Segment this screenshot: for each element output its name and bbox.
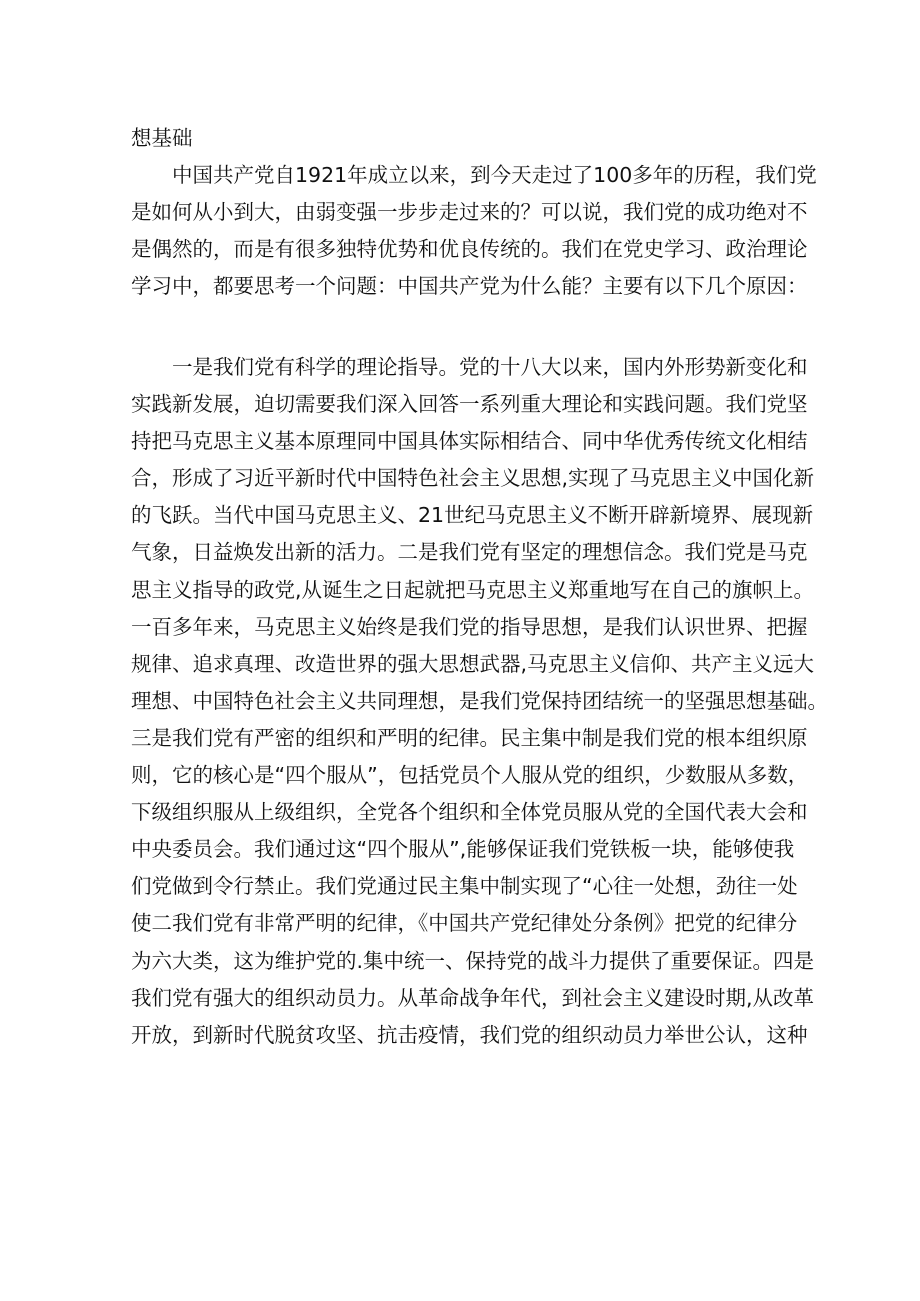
text-line: 持把马克思主义基本原理同中国具体实际相结合、同中华优秀传统文化相结 — [131, 429, 808, 454]
text-line: 一是我们党有科学的理论指导。党的十八大以来，国内外形势新变化和 — [172, 355, 808, 379]
text-line: 想基础 — [131, 126, 193, 150]
text-line — [131, 1128, 795, 1165]
text-line: 中央委员会。我们通过这“四个服从”,能够保证我们党铁板一块，能够使我 — [131, 837, 795, 862]
text-line: 合，形成了习近平新时代中国特色社会主义思想,实现了马克思主义中国化新 — [131, 466, 815, 491]
text-line: 规律、追求真理、改造世界的强大思想武器,马克思主义信仰、共产主义远大 — [131, 651, 815, 676]
text-line: 三是我们党有严密的组织和严明的纪律。民主集中制是我们党的根本组织原 — [131, 725, 808, 750]
text-line: 理想、中国特色社会主义共同理想，是我们党保持团结统一的坚强思想基础。 — [131, 688, 828, 713]
text-line — [131, 1054, 795, 1091]
text-line: 一百多年来，马克思主义始终是我们党的指导思想，是我们认识世界、把握 — [131, 614, 808, 639]
paragraph-intro — [131, 157, 817, 305]
text-line: 是偶然的，而是有很多独特优势和优良传统的。我们在党史学习、政治理论 — [131, 237, 808, 262]
paragraph-heading-fragment — [131, 120, 795, 157]
text-line: 学习中，都要思考一个问题：中国共产党为什么能？主要有以下几个原因： — [131, 274, 808, 299]
text-line: 使二我们党有非常严明的纪律，《中国共产党纪律处分条例》把党的纪律分 — [131, 911, 798, 936]
text-line: 我们党有强大的组织动员力。从革命战争年代，到社会主义建设时期,从改革 — [131, 985, 815, 1010]
text-line: 中国共产党自1921年成立以来，到今天走过了100多年的历程，我们党 — [172, 163, 817, 187]
text-line: 是如何从小到大，由弱变强一步步走过来的？可以说，我们党的成功绝对不 — [131, 200, 808, 225]
text-line — [131, 1165, 795, 1202]
text-line: 思主义指导的政党,从诞生之日起就把马克思主义郑重地写在自己的旗帜上。 — [131, 577, 815, 602]
text-line: 开放，到新时代脱贫攻坚、抗击疫情，我们党的组织动员力举世公认，这种 — [131, 1022, 808, 1047]
text-line — [131, 1091, 795, 1128]
text-line: 则，它的核心是“四个服从”，包括党员个人服从党的组织，少数服从多数， — [131, 763, 809, 788]
text-line: 下级组织服从上级组织，全党各个组织和全体党员服从党的全国代表大会和 — [131, 800, 808, 825]
text-line: 气象，日益焕发出新的活力。二是我们党有坚定的理想信念。我们党是马克 — [131, 540, 808, 565]
text-line: 为六大类，这为维护党的.集中统一、保持党的战斗力提供了重要保证。四是 — [131, 948, 815, 973]
text-line: 实践新发展，迫切需要我们深入回答一系列重大理论和实践问题。我们党坚 — [131, 392, 808, 417]
text-line: 们党做到令行禁止。我们党通过民主集中制实现了“心往一处想，劲往一处 — [131, 874, 798, 899]
paragraph-reasons — [131, 349, 828, 1202]
text-line: 的飞跃。当代中国马克思主义、21世纪马克思主义不断开辟新境界、展现新 — [131, 503, 814, 528]
